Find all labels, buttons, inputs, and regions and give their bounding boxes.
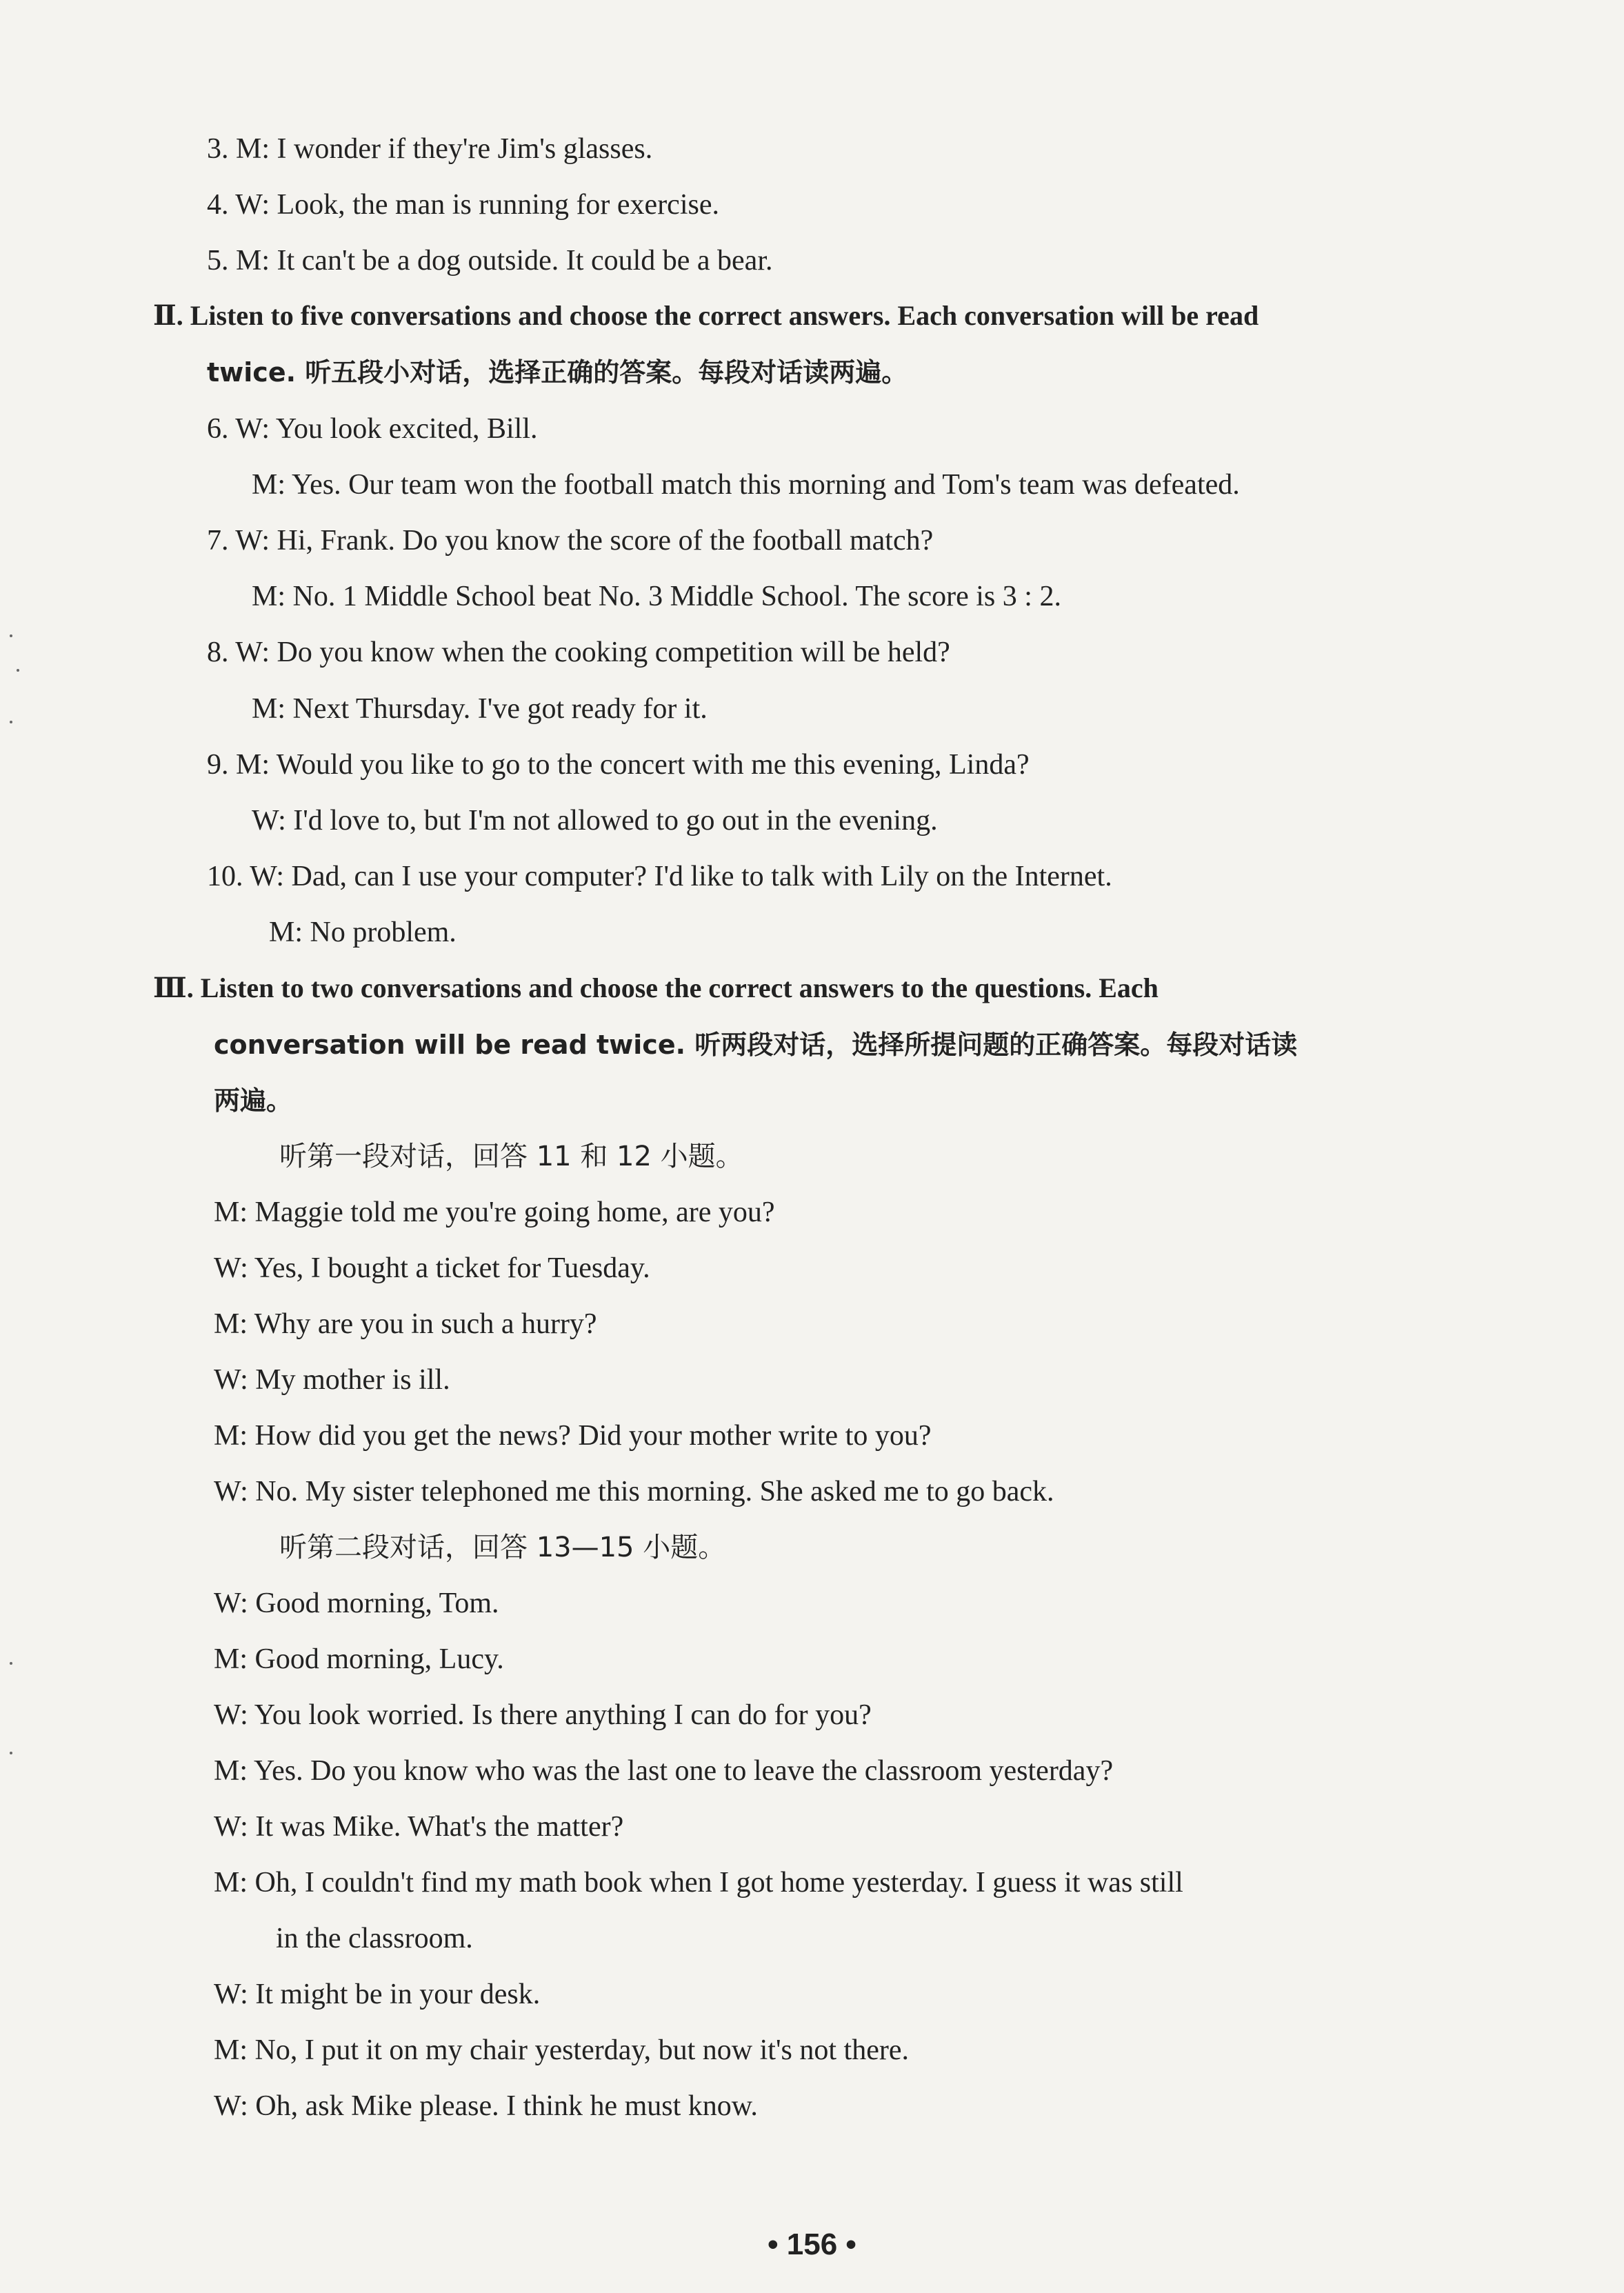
sub-instruction: 听第二段对话，回答 13—15 小题。: [279, 1532, 726, 1563]
text-line: W: My mother is ill.: [214, 1364, 450, 1396]
text-line: M: Oh, I couldn't find my math book when I got home yesterday. I guess it was still: [214, 1867, 1183, 1899]
text-line: M: Good morning, Lucy.: [214, 1643, 504, 1675]
text-line: W: It was Mike. What's the matter?: [214, 1811, 624, 1843]
text-line: M: No. 1 Middle School beat No. 3 Middle School. The score is 3 : 2.: [252, 581, 1061, 612]
text-line: W: Yes, I bought a ticket for Tuesday.: [214, 1252, 650, 1284]
section-heading-cont: conversation will be read twice. 听两段对话，选择所提问题的正确答案。每段对话读: [214, 1030, 1298, 1060]
text-line: W: No. My sister telephoned me this morning. She asked me to go back.: [214, 1476, 1054, 1508]
text-line: M: Yes. Do you know who was the last one to leave the classroom yesterday?: [214, 1755, 1114, 1787]
text-line: M: Next Thursday. I've got ready for it.: [252, 693, 708, 725]
text-line: 6. W: You look excited, Bill.: [207, 413, 538, 445]
section-heading: Ⅱ. Listen to five conversations and choose the correct answers. Each conversation will be read: [153, 300, 1259, 331]
scan-speck: [17, 669, 19, 672]
scan-speck: [10, 1752, 12, 1754]
scan-speck: [10, 1662, 12, 1665]
text-line: 7. W: Hi, Frank. Do you know the score of the football match?: [207, 525, 934, 557]
text-line: 3. M: I wonder if they're Jim's glasses.: [207, 133, 653, 165]
text-line: W: Oh, ask Mike please. I think he must know.: [214, 2090, 758, 2122]
text-line: 9. M: Would you like to go to the concert with me this evening, Linda?: [207, 749, 1030, 781]
text-line: M: Yes. Our team won the football match this morning and Tom's team was defeated.: [252, 469, 1240, 501]
text-line: 5. M: It can't be a dog outside. It could be a bear.: [207, 245, 773, 277]
text-line: 10. W: Dad, can I use your computer? I'd like to talk with Lily on the Internet.: [207, 861, 1112, 892]
text-line: M: Maggie told me you're going home, are you?: [214, 1196, 775, 1228]
page-number: • 156 •: [768, 2227, 856, 2261]
text-line: W: Good morning, Tom.: [214, 1588, 499, 1619]
text-line: M: No, I put it on my chair yesterday, but now it's not there.: [214, 2034, 909, 2066]
scan-speck: [10, 634, 12, 637]
section-heading: Ⅲ. Listen to two conversations and choose the correct answers to the questions. Each: [153, 972, 1159, 1003]
text-line: W: It might be in your desk.: [214, 1979, 541, 2010]
text-line: M: Why are you in such a hurry?: [214, 1308, 597, 1340]
sub-instruction: 听第一段对话，回答 11 和 12 小题。: [279, 1141, 743, 1172]
text-line: M: No problem.: [269, 917, 457, 948]
text-line: 8. W: Do you know when the cooking competition will be held?: [207, 637, 950, 668]
section-heading-cont: twice. 听五段小对话，选择正确的答案。每段对话读两遍。: [207, 357, 908, 388]
text-line: M: How did you get the news? Did your mother write to you?: [214, 1420, 932, 1452]
section-heading-cont: 两遍。: [214, 1085, 293, 1116]
text-line: W: You look worried. Is there anything I can do for you?: [214, 1699, 872, 1731]
text-line: W: I'd love to, but I'm not allowed to go out in the evening.: [252, 805, 938, 837]
text-line: 4. W: Look, the man is running for exercise.: [207, 189, 719, 221]
text-line: in the classroom.: [276, 1923, 473, 1954]
scan-speck: [10, 721, 12, 723]
